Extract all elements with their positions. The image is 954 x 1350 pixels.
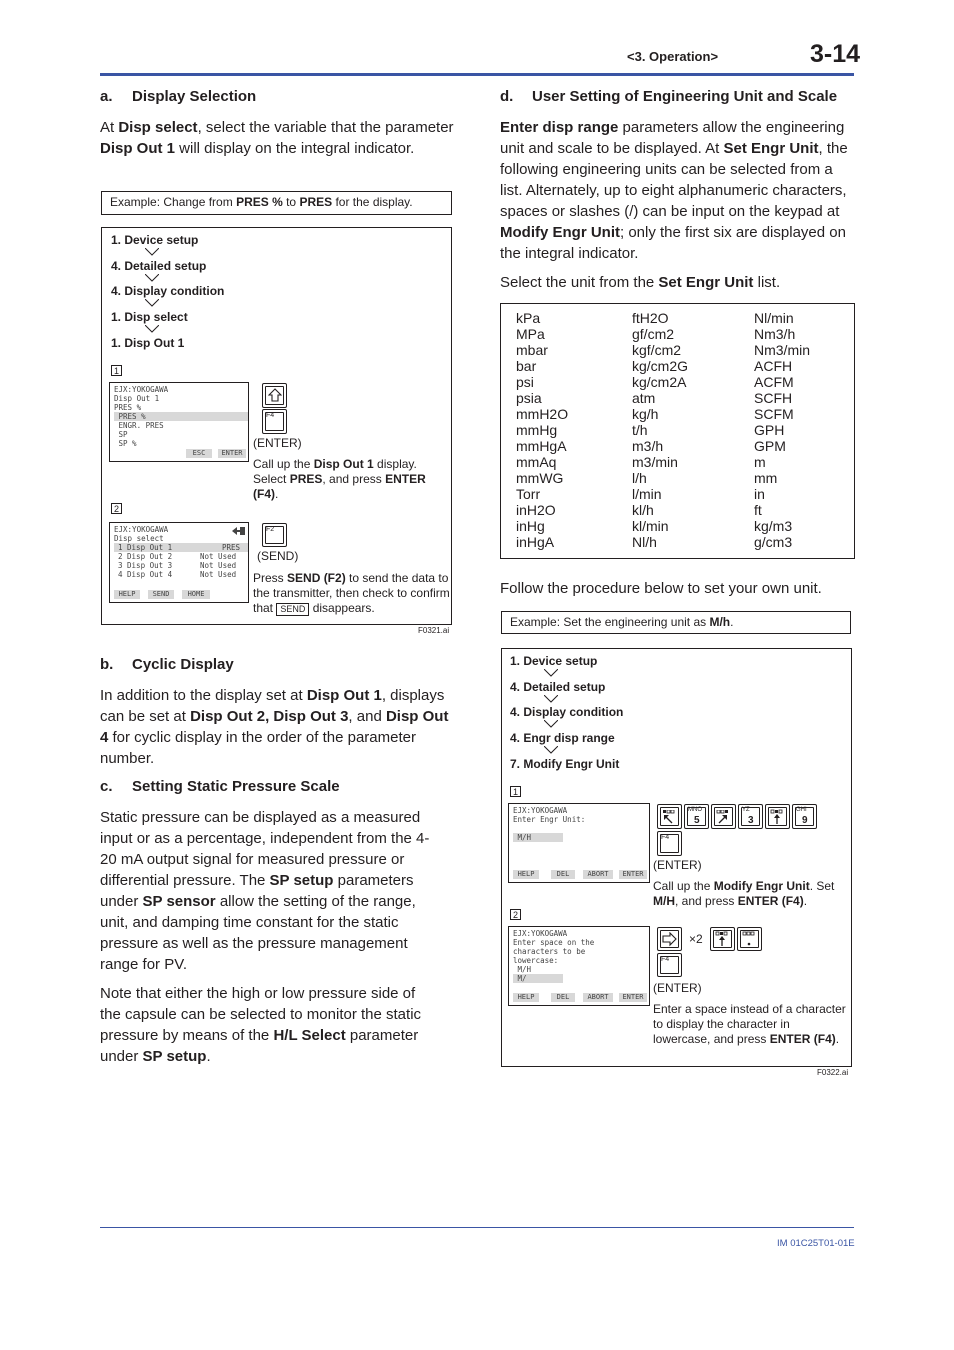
unit-item: kPa — [516, 310, 541, 326]
text: parameters allow the engineering unit and scale to be displayed. At — [500, 119, 845, 157]
key-label: F4 — [661, 956, 670, 963]
text: Example: Set the engineering unit as — [510, 615, 710, 629]
home-key: HOME — [182, 590, 210, 599]
lcd-function-bar — [114, 590, 244, 599]
unit-item: GPH — [754, 422, 785, 438]
param-name: Disp Out 4 — [100, 708, 449, 746]
shift-up-key — [710, 927, 735, 951]
chapter-title: <3. Operation> — [627, 49, 719, 64]
text: Modify Engr Unit — [713, 879, 810, 893]
section-number: d. — [500, 88, 514, 105]
unit-item: inHg — [516, 518, 545, 534]
unit-item: ftH2O — [632, 310, 669, 326]
menu-item: 1. Device setup — [510, 654, 598, 668]
lcd-screen — [508, 926, 650, 1006]
enter-label: (ENTER) — [653, 858, 702, 872]
text: Call up the — [653, 879, 714, 893]
procedure-figure-d — [501, 648, 852, 1067]
unit-column — [516, 310, 568, 550]
f2-key — [262, 523, 287, 547]
menu-item: 4. Detailed setup — [111, 259, 207, 273]
key-9 — [792, 804, 817, 829]
unit-item: kl/min — [632, 518, 669, 534]
param-name: Set Engr Unit — [658, 274, 754, 291]
lcd-row-name: 3 Disp Out 3 — [118, 561, 173, 570]
section-b-heading — [100, 656, 234, 673]
f4-key — [262, 409, 287, 434]
unit-item: l/h — [632, 470, 647, 486]
example-box — [101, 191, 452, 215]
section-title: Display Selection — [132, 88, 257, 105]
unit-item: mbar — [516, 342, 548, 358]
key-digit: 5 — [694, 815, 700, 826]
text: ; only the first six are displayed on the integral indicator. — [500, 224, 846, 262]
param-name: SP sensor — [142, 893, 216, 910]
section-number: b. — [100, 656, 114, 673]
figure-id: F0322.ai — [817, 1068, 849, 1077]
unit-list-intro — [500, 272, 780, 293]
menu-item: 1. Disp Out 1 — [111, 336, 185, 350]
shift-left-key — [657, 804, 682, 829]
text: . — [730, 615, 734, 629]
menu-item: 1. Disp select — [111, 310, 188, 324]
lcd-line: EJX:YOKOGAWA — [513, 806, 568, 815]
text: Select the unit from the — [500, 274, 659, 291]
unit-item: t/h — [632, 422, 648, 438]
section-number: a. — [100, 88, 113, 105]
text: Static pressure can be displayed as a measured input or as a percentage, independent from the 4-20 mA output signal for measured pressure or differential pressure. The — [100, 809, 430, 889]
text: . Set — [809, 879, 835, 893]
unit-list-box — [500, 303, 855, 559]
key-letters: MNO — [688, 807, 702, 813]
lcd-screen — [109, 382, 249, 462]
enter-key: ENTER — [619, 870, 647, 879]
param-name: Disp Out 1 — [306, 687, 382, 704]
param-name: Enter disp range — [500, 119, 619, 136]
unit-item: m3/min — [632, 454, 678, 470]
step-1-caption — [653, 879, 851, 909]
lcd-row-value: Not Used — [200, 561, 237, 570]
unit-item: kgf/cm2 — [632, 342, 682, 358]
key-digit: 9 — [802, 815, 808, 826]
procedure-intro: Follow the procedure below to set your own unit. — [500, 580, 822, 597]
key-letters: GHI — [796, 807, 807, 813]
param-name: Set Engr Unit — [723, 140, 819, 157]
unit-item: Nl/h — [632, 534, 657, 550]
step-number: 1 — [111, 365, 122, 376]
text: . — [275, 487, 279, 501]
text: Note that either the high or low pressure side of the capsule can be selected to monitor the static pressure by means of the — [100, 985, 422, 1044]
key-label: F4 — [266, 412, 275, 419]
text: disappears. — [309, 601, 375, 615]
lcd-line: ENGR. PRES — [114, 421, 164, 430]
step-number: 2 — [510, 909, 521, 920]
f4-key — [657, 831, 682, 856]
lcd-line: EJX:YOKOGAWA — [114, 525, 169, 534]
text: to — [282, 195, 300, 209]
enter-label: (ENTER) — [253, 436, 302, 450]
lcd-row-value: Not Used — [200, 552, 237, 561]
lcd-line: lowercase: — [513, 956, 559, 965]
unit-item: kg/cm2G — [632, 358, 689, 374]
page-number: 3-14 — [810, 40, 861, 68]
lcd-input-field: M/H — [513, 833, 563, 842]
param-name: Disp select — [118, 119, 198, 136]
text: . — [206, 1048, 211, 1065]
menu-item: 1. Device setup — [111, 233, 199, 247]
space-dot-key — [737, 927, 762, 951]
footer-rule — [100, 1227, 854, 1228]
lcd-row-selected — [114, 543, 248, 552]
text: Press — [253, 571, 288, 585]
param-name: Disp Out 2, Disp Out 3 — [190, 708, 349, 725]
unit-column — [632, 310, 688, 550]
unit-item: bar — [516, 358, 537, 374]
text: parameters under — [100, 872, 414, 910]
unit-item: SCFH — [754, 390, 793, 406]
text: for cyclic display in the order of the parameter number. — [100, 729, 416, 767]
unit-item: Torr — [516, 486, 541, 502]
unit-item: mmH2O — [516, 406, 569, 422]
menu-item: 4. Engr disp range — [510, 731, 615, 745]
section-c-paragraph-1 — [100, 807, 440, 975]
header-rule — [100, 73, 854, 76]
text: SEND (F2) — [287, 571, 346, 585]
lcd-screen — [109, 522, 249, 603]
lcd-row-value: PRES — [222, 543, 241, 552]
text: Disp Out 1 — [313, 457, 374, 471]
lcd-input-field: M/ — [513, 974, 563, 983]
text: ENTER (F4) — [737, 894, 804, 908]
unit-column — [754, 310, 810, 550]
section-a-heading — [100, 88, 256, 105]
section-title: Setting Static Pressure Scale — [132, 778, 340, 795]
lcd-line: Disp select — [114, 534, 164, 543]
lcd-function-bar — [114, 449, 244, 458]
del-key: DEL — [551, 870, 575, 879]
lcd-row-value: Not Used — [200, 570, 237, 579]
text: In addition to the display set at — [100, 687, 307, 704]
text: for the display. — [332, 195, 413, 209]
chevron-down-icon — [145, 248, 159, 256]
unit-item: kg/m3 — [754, 518, 793, 534]
abort-key: ABORT — [583, 993, 613, 1002]
unit-item: inH2O — [516, 502, 556, 518]
text: , displays can be set at — [100, 687, 445, 725]
lcd-line: characters to be — [513, 947, 586, 956]
text: Example: Change from — [110, 195, 237, 209]
unit-item: inHgA — [516, 534, 555, 550]
chevron-down-icon — [544, 695, 558, 703]
text: M/H — [653, 894, 675, 908]
lcd-row — [114, 552, 248, 561]
lcd-line: M/H — [513, 965, 532, 974]
unit-item: Nm3/min — [754, 342, 811, 358]
lcd-screen — [508, 803, 650, 883]
unit-item: MPa — [516, 326, 545, 342]
unit-item: Nm3/h — [754, 326, 796, 342]
menu-item: 4. Detailed setup — [510, 680, 606, 694]
text: , and — [348, 708, 386, 725]
shift-right-icon — [716, 810, 732, 825]
shift-up-icon — [715, 931, 731, 947]
unit-item: atm — [632, 390, 656, 406]
lcd-line: EJX:YOKOGAWA — [513, 929, 568, 938]
procedure-figure-a — [101, 227, 452, 625]
lcd-line-blank — [513, 824, 649, 833]
text: , and press — [675, 894, 738, 908]
lcd-line: Enter space on the — [513, 938, 595, 947]
lcd-function-bar — [513, 870, 645, 879]
figure-id: F0321.ai — [418, 626, 450, 635]
unit-item: ACFM — [754, 374, 794, 390]
section-title: User Setting of Engineering Unit and Scale — [532, 88, 838, 105]
unit-item: mmHg — [516, 422, 558, 438]
del-key: DEL — [551, 993, 575, 1002]
unit-item: Nl/min — [754, 310, 794, 326]
unit-item: kl/h — [632, 502, 654, 518]
lcd-row — [114, 561, 248, 570]
lcd-row-name: 4 Disp Out 4 — [118, 570, 173, 579]
section-a-paragraph — [100, 117, 454, 159]
param-name: SP setup — [142, 1048, 207, 1065]
text: , and press — [322, 472, 386, 486]
key-label: F4 — [661, 834, 670, 841]
text: . — [803, 894, 808, 908]
lcd-line: Enter Engr Unit: — [513, 815, 586, 824]
chevron-down-icon — [544, 669, 558, 677]
unit-item: g/cm3 — [754, 534, 793, 550]
step-2-caption — [253, 571, 451, 616]
text: . — [835, 1032, 840, 1046]
send-key: SEND — [148, 590, 174, 599]
shift-up-key — [765, 804, 790, 829]
enter-key: ENTER — [619, 993, 647, 1002]
lcd-line: EJX:YOKOGAWA — [114, 385, 169, 394]
text: Call up the — [253, 457, 314, 471]
section-b-paragraph — [100, 685, 456, 769]
text: will display on the integral indicator. — [175, 140, 415, 157]
unit-item: m3/h — [632, 438, 664, 454]
unit-item: psi — [516, 374, 534, 390]
right-arrow-key — [657, 927, 682, 951]
text: Enter a space instead of a character to display the character in lowercase, and press — [653, 1002, 846, 1046]
text: PRES — [289, 472, 323, 486]
send-label: (SEND) — [257, 549, 299, 563]
chevron-down-icon — [145, 325, 159, 333]
key-3 — [738, 804, 763, 829]
unit-item: mmAq — [516, 454, 557, 470]
shift-left-icon — [662, 810, 678, 825]
unit-item: ACFH — [754, 358, 793, 374]
text: PRES % — [236, 195, 283, 209]
key-letters: YZ — [742, 807, 750, 813]
param-name: Modify Engr Unit — [500, 224, 620, 241]
param-name: SP setup — [269, 872, 334, 889]
unit-item: ft — [754, 502, 762, 518]
lcd-row-name: 1 Disp Out 1 — [118, 543, 173, 552]
key-5 — [684, 804, 709, 829]
right-arrow-icon — [662, 932, 678, 947]
abort-key: ABORT — [583, 870, 613, 879]
unit-item: kg/h — [632, 406, 659, 422]
menu-item: 4. Display condition — [510, 705, 624, 719]
lcd-line: SP — [114, 430, 128, 439]
unit-item: mm — [754, 470, 778, 486]
menu-item: 7. Modify Engr Unit — [510, 757, 620, 771]
up-arrow-key — [262, 383, 287, 408]
text: display. Select — [253, 457, 417, 486]
text: At — [100, 119, 119, 136]
enter-label: (ENTER) — [653, 981, 702, 995]
key-label: F2 — [266, 526, 275, 533]
esc-key: ESC — [186, 449, 212, 458]
lcd-line-selected: PRES % — [114, 412, 248, 421]
step-2-caption — [653, 1002, 849, 1047]
param-name: Disp Out 1 — [100, 140, 176, 157]
f4-key — [657, 953, 682, 977]
unit-item: SCFM — [754, 406, 794, 422]
unit-item: kg/cm2A — [632, 374, 687, 390]
help-key: HELP — [513, 870, 539, 879]
chevron-down-icon — [145, 274, 159, 282]
document-id: IM 01C25T01-01E — [777, 1238, 855, 1249]
step-number: 2 — [111, 503, 122, 514]
section-title: Cyclic Display — [132, 656, 234, 673]
help-key: HELP — [114, 590, 140, 599]
section-number: c. — [100, 778, 113, 795]
up-arrow-icon — [268, 388, 282, 403]
text: , select the variable that the parameter — [197, 119, 454, 136]
chevron-down-icon — [145, 299, 159, 307]
key-digit: 3 — [748, 815, 754, 826]
text: M/h — [709, 615, 731, 629]
step-1-caption — [253, 457, 449, 502]
text: list. — [753, 274, 781, 291]
unit-item: mmWG — [516, 470, 564, 486]
example-box — [501, 611, 851, 634]
section-c-paragraph-2 — [100, 983, 440, 1067]
enter-key: ENTER — [218, 449, 246, 458]
text: PRES — [299, 195, 333, 209]
space-dot-icon — [742, 931, 758, 947]
chevron-down-icon — [544, 720, 558, 728]
text: parameter under — [100, 1027, 419, 1065]
unit-item: mmHgA — [516, 438, 567, 454]
shift-right-key — [711, 804, 736, 829]
unit-item: psia — [516, 390, 542, 406]
text: , the following engineering units can be selected from a list. Alternately, up to eight alphanumeric characters, spaces or slashes (/) can be input on the keypad at — [500, 140, 848, 220]
lcd-line: SP % — [114, 439, 137, 448]
section-d-paragraph — [500, 117, 856, 264]
text: ENTER (F4) — [769, 1032, 836, 1046]
lcd-function-bar — [513, 993, 645, 1002]
unit-item: m — [754, 454, 766, 470]
lcd-row-name: 2 Disp Out 2 — [118, 552, 173, 561]
unit-item: l/min — [632, 486, 662, 502]
unit-item: gf/cm2 — [632, 326, 675, 342]
text: allow the setting of the range, unit, and damping time constant for the static pressure as well as the pressure management range for PV. — [100, 893, 416, 973]
help-key: HELP — [513, 993, 539, 1002]
lcd-line: Disp Out 1 — [114, 394, 160, 403]
menu-item: 4. Display condition — [111, 284, 225, 298]
unit-item: GPM — [754, 438, 786, 454]
return-arrow-icon — [232, 526, 246, 536]
chevron-down-icon — [544, 746, 558, 754]
text: to send the data to the transmitter, then check to confirm that — [253, 571, 450, 615]
text: ENTER (F4) — [253, 472, 426, 501]
section-c-heading — [100, 778, 340, 795]
section-d-heading — [500, 88, 837, 105]
lcd-line: PRES % — [114, 403, 142, 412]
param-name: H/L Select — [273, 1027, 346, 1044]
send-button-glyph: SEND — [276, 603, 309, 616]
step-number: 1 — [510, 786, 521, 797]
shift-up-icon — [770, 809, 786, 825]
lcd-row — [114, 570, 248, 579]
unit-item: in — [754, 486, 765, 502]
repeat-count: ×2 — [689, 932, 703, 946]
